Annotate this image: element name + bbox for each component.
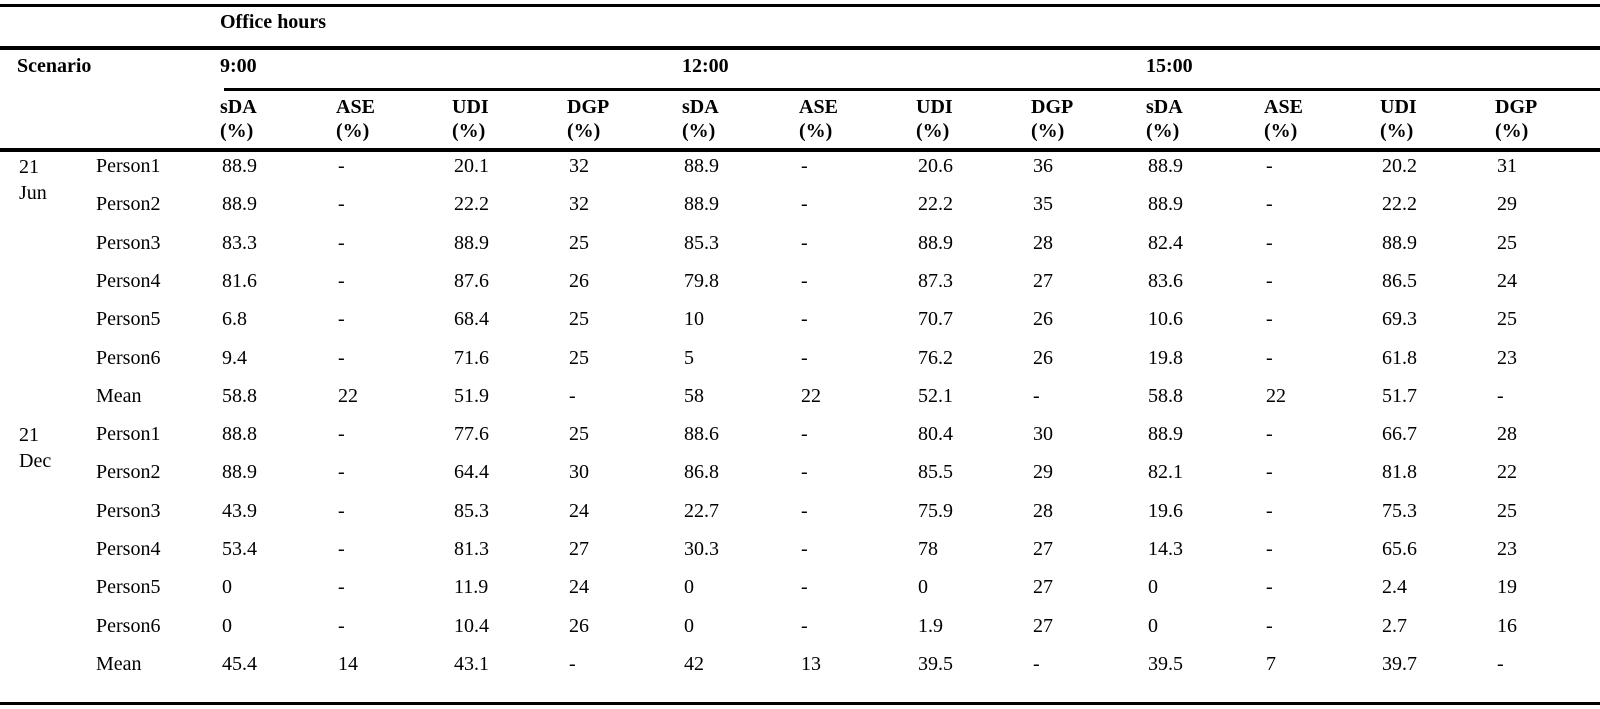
table-cell: 71.6 bbox=[454, 346, 489, 369]
table-cell: 53.4 bbox=[222, 538, 257, 560]
table-rule bbox=[0, 4, 1600, 7]
table-cell: 88.9 bbox=[684, 155, 719, 177]
table-cell: 25 bbox=[569, 231, 589, 254]
table-cell: 30.3 bbox=[684, 538, 719, 560]
table-cell: 13 bbox=[801, 652, 821, 675]
table-cell: 36 bbox=[1033, 155, 1053, 177]
row-label: Mean bbox=[96, 384, 142, 407]
table-cell: - bbox=[1266, 461, 1273, 484]
table-cell: 22.2 bbox=[1382, 193, 1417, 216]
table-cell: 58.8 bbox=[1148, 384, 1183, 407]
table-cell: 11.9 bbox=[454, 576, 489, 599]
table-cell: 88.9 bbox=[1148, 423, 1183, 446]
table-cell: 58 bbox=[684, 384, 704, 407]
table-cell: 86.5 bbox=[1382, 269, 1417, 292]
table-cell: - bbox=[338, 499, 345, 522]
table-cell: 81.8 bbox=[1382, 461, 1417, 484]
metric-header-name: ASE bbox=[1264, 96, 1303, 118]
table-cell: 83.6 bbox=[1148, 269, 1183, 292]
table-cell: 26 bbox=[1033, 308, 1053, 331]
table-cell: 10.4 bbox=[454, 614, 489, 637]
table-cell: 86.8 bbox=[684, 461, 719, 484]
row-label: Person5 bbox=[96, 308, 161, 331]
table-rule bbox=[0, 46, 1600, 50]
date-day: 21 bbox=[19, 424, 39, 447]
row-label: Person3 bbox=[96, 231, 161, 254]
table-cell: 88.9 bbox=[222, 155, 257, 177]
table-cell: 0 bbox=[222, 576, 232, 599]
date-month: Dec bbox=[19, 450, 52, 473]
table-cell: 88.6 bbox=[684, 423, 719, 446]
metric-header-unit: (%) bbox=[1495, 120, 1529, 142]
table-cell: - bbox=[338, 231, 345, 254]
table-cell: 82.1 bbox=[1148, 461, 1183, 484]
table-cell: - bbox=[1266, 346, 1273, 369]
table-cell: 28 bbox=[1033, 499, 1053, 522]
table-cell: 23 bbox=[1497, 346, 1517, 369]
table-cell: 42 bbox=[684, 652, 704, 675]
table-cell: 68.4 bbox=[454, 308, 489, 331]
table-cell: 26 bbox=[569, 269, 589, 292]
table-cell: 24 bbox=[569, 576, 589, 599]
table-cell: - bbox=[801, 193, 808, 216]
metric-header-name: DGP bbox=[1031, 96, 1074, 118]
table-cell: 28 bbox=[1497, 423, 1517, 446]
table-cell: 27 bbox=[569, 538, 589, 560]
scenario-header: Scenario bbox=[17, 55, 92, 77]
table-cell: - bbox=[1266, 614, 1273, 637]
table-cell: 52.1 bbox=[918, 384, 953, 407]
table-cell: 19.8 bbox=[1148, 346, 1183, 369]
table-cell: - bbox=[801, 461, 808, 484]
table-cell: 25 bbox=[1497, 499, 1517, 522]
table-cell: 1.9 bbox=[918, 614, 943, 637]
table-cell: 27 bbox=[1033, 576, 1053, 599]
table-cell: 6.8 bbox=[222, 308, 247, 331]
table-cell: 10.6 bbox=[1148, 308, 1183, 331]
metric-header-unit: (%) bbox=[567, 120, 601, 142]
table-cell: 24 bbox=[1497, 269, 1517, 292]
table-cell: - bbox=[338, 346, 345, 369]
table-cell: 10 bbox=[684, 308, 704, 331]
table-cell: 69.3 bbox=[1382, 308, 1417, 331]
table-cell: 14 bbox=[338, 652, 358, 675]
table-cell: - bbox=[801, 231, 808, 254]
table-cell: - bbox=[1266, 499, 1273, 522]
metric-header-name: DGP bbox=[1495, 96, 1538, 118]
table-cell: 27 bbox=[1033, 538, 1053, 560]
table-cell: 80.4 bbox=[918, 423, 953, 446]
table-cell: - bbox=[569, 652, 576, 675]
table-cell: 25 bbox=[569, 346, 589, 369]
table-cell: 29 bbox=[1033, 461, 1053, 484]
table-cell: 30 bbox=[569, 461, 589, 484]
table-cell: 27 bbox=[1033, 614, 1053, 637]
table-cell: 23 bbox=[1497, 538, 1517, 560]
table-cell: - bbox=[801, 308, 808, 331]
metric-header-unit: (%) bbox=[1264, 120, 1298, 142]
metric-header-name: UDI bbox=[916, 96, 953, 118]
table-cell: - bbox=[1266, 231, 1273, 254]
table-cell: 2.7 bbox=[1382, 614, 1407, 637]
metric-header-unit: (%) bbox=[916, 120, 950, 142]
table-cell: 7 bbox=[1266, 652, 1276, 675]
table-cell: 88.9 bbox=[222, 193, 257, 216]
table-cell: 0 bbox=[684, 614, 694, 637]
table-cell: 20.6 bbox=[918, 155, 953, 177]
metric-header-unit: (%) bbox=[799, 120, 833, 142]
table-cell: 66.7 bbox=[1382, 423, 1417, 446]
table-cell: 81.6 bbox=[222, 269, 257, 292]
table-cell: - bbox=[801, 269, 808, 292]
table-cell: 28 bbox=[1033, 231, 1053, 254]
table-cell: 20.2 bbox=[1382, 155, 1417, 177]
table-cell: - bbox=[1266, 155, 1273, 177]
group-header-office-hours: Office hours bbox=[220, 11, 327, 33]
table-cell: 20.1 bbox=[454, 155, 489, 177]
table-cell: 51.7 bbox=[1382, 384, 1417, 407]
table-cell: - bbox=[1266, 538, 1273, 560]
row-label: Person4 bbox=[96, 538, 161, 560]
table-cell: 85.3 bbox=[684, 231, 719, 254]
metric-header-name: ASE bbox=[336, 96, 375, 118]
date-month: Jun bbox=[19, 182, 47, 204]
row-label: Mean bbox=[96, 652, 142, 675]
table-cell: 24 bbox=[569, 499, 589, 522]
table-cell: 5 bbox=[684, 346, 694, 369]
table-cell: 32 bbox=[569, 155, 589, 177]
table-cell: 19.6 bbox=[1148, 499, 1183, 522]
table-cell: - bbox=[801, 538, 808, 560]
table-cell: - bbox=[1266, 308, 1273, 331]
table-cell: 22.7 bbox=[684, 499, 719, 522]
row-label: Person4 bbox=[96, 269, 161, 292]
table-cell: 58.8 bbox=[222, 384, 257, 407]
table-cell: - bbox=[338, 269, 345, 292]
table-cell: - bbox=[801, 499, 808, 522]
table-cell: 22 bbox=[801, 384, 821, 407]
row-label: Person1 bbox=[96, 423, 161, 446]
table-cell: 26 bbox=[569, 614, 589, 637]
metric-header-unit: (%) bbox=[1031, 120, 1065, 142]
date-day: 21 bbox=[19, 156, 39, 178]
metric-header-name: DGP bbox=[567, 96, 610, 118]
table-cell: 79.8 bbox=[684, 269, 719, 292]
table-cell: - bbox=[1266, 269, 1273, 292]
table-cell: 88.9 bbox=[1382, 231, 1417, 254]
table-cell: 32 bbox=[569, 193, 589, 216]
table-cell: 88.9 bbox=[1148, 155, 1183, 177]
table-cell: - bbox=[338, 614, 345, 637]
table-cell: 43.9 bbox=[222, 499, 257, 522]
row-label: Person3 bbox=[96, 499, 161, 522]
table-cell: - bbox=[1033, 384, 1040, 407]
table-cell: 88.8 bbox=[222, 423, 257, 446]
table-cell: - bbox=[1266, 193, 1273, 216]
table-cell: 39.7 bbox=[1382, 652, 1417, 675]
metric-header-name: sDA bbox=[220, 96, 257, 118]
table-cell: 0 bbox=[222, 614, 232, 637]
table-cell: - bbox=[801, 576, 808, 599]
table-cell: 26 bbox=[1033, 346, 1053, 369]
table-cell: - bbox=[801, 423, 808, 446]
table-cell: 27 bbox=[1033, 269, 1053, 292]
metric-header-name: UDI bbox=[452, 96, 489, 118]
table-cell: 85.3 bbox=[454, 499, 489, 522]
row-label: Person5 bbox=[96, 576, 161, 599]
table-cell: 9.4 bbox=[222, 346, 247, 369]
table-cell: 16 bbox=[1497, 614, 1517, 637]
row-label: Person6 bbox=[96, 614, 161, 637]
time-header: 12:00 bbox=[682, 55, 729, 77]
table-cell: 0 bbox=[1148, 614, 1158, 637]
table-cell: 39.5 bbox=[918, 652, 953, 675]
table-cell: 75.3 bbox=[1382, 499, 1417, 522]
metric-header-name: ASE bbox=[799, 96, 838, 118]
table-rule bbox=[0, 148, 1600, 152]
table-cell: - bbox=[338, 308, 345, 331]
table-cell: 25 bbox=[569, 308, 589, 331]
table-cell: - bbox=[338, 193, 345, 216]
table-cell: 82.4 bbox=[1148, 231, 1183, 254]
table-cell: 43.1 bbox=[454, 652, 489, 675]
table-cell: 88.9 bbox=[1148, 193, 1183, 216]
table-cell: 88.9 bbox=[684, 193, 719, 216]
table-cell: 87.6 bbox=[454, 269, 489, 292]
table-cell: - bbox=[1033, 652, 1040, 675]
table-cell: - bbox=[801, 155, 808, 177]
table-cell: 22.2 bbox=[454, 193, 489, 216]
table-cell: 25 bbox=[1497, 308, 1517, 331]
table-cell: - bbox=[338, 155, 345, 177]
row-label: Person1 bbox=[96, 155, 161, 177]
table-cell: 19 bbox=[1497, 576, 1517, 599]
metric-header-unit: (%) bbox=[336, 120, 370, 142]
table-cell: 77.6 bbox=[454, 423, 489, 446]
table-cell: 14.3 bbox=[1148, 538, 1183, 560]
table-cell: 25 bbox=[569, 423, 589, 446]
table-cell: 78 bbox=[918, 538, 938, 560]
table-cell: 76.2 bbox=[918, 346, 953, 369]
metric-header-name: UDI bbox=[1380, 96, 1417, 118]
table-cell: 75.9 bbox=[918, 499, 953, 522]
table-cell: 25 bbox=[1497, 231, 1517, 254]
table-cell: 87.3 bbox=[918, 269, 953, 292]
metric-header-name: sDA bbox=[1146, 96, 1183, 118]
table-cell: 22.2 bbox=[918, 193, 953, 216]
table-cell: 51.9 bbox=[454, 384, 489, 407]
metric-header-unit: (%) bbox=[682, 120, 716, 142]
table-cell: - bbox=[1497, 384, 1504, 407]
table-cell: 22 bbox=[1497, 461, 1517, 484]
table-cell: 22 bbox=[338, 384, 358, 407]
table-cell: - bbox=[801, 346, 808, 369]
table-cell: 39.5 bbox=[1148, 652, 1183, 675]
table-cell: 64.4 bbox=[454, 461, 489, 484]
table-cell: 0 bbox=[918, 576, 928, 599]
table-cell: 29 bbox=[1497, 193, 1517, 216]
table-cell: - bbox=[569, 384, 576, 407]
time-header: 15:00 bbox=[1146, 55, 1193, 77]
table-cell: 88.9 bbox=[222, 461, 257, 484]
metric-header-unit: (%) bbox=[452, 120, 486, 142]
table-cell: 61.8 bbox=[1382, 346, 1417, 369]
table-cell: 65.6 bbox=[1382, 538, 1417, 560]
table-cell: 45.4 bbox=[222, 652, 257, 675]
time-header: 9:00 bbox=[220, 55, 257, 77]
table-cell: - bbox=[338, 461, 345, 484]
table-cell: - bbox=[1266, 423, 1273, 446]
table-cell: 30 bbox=[1033, 423, 1053, 446]
table-cell: 70.7 bbox=[918, 308, 953, 331]
table-cell: 0 bbox=[684, 576, 694, 599]
table-cell: 81.3 bbox=[454, 538, 489, 560]
row-label: Person2 bbox=[96, 461, 161, 484]
table-cell: 0 bbox=[1148, 576, 1158, 599]
table-cell: 83.3 bbox=[222, 231, 257, 254]
table-cell: 35 bbox=[1033, 193, 1053, 216]
table-rule bbox=[224, 88, 1600, 91]
table-cell: - bbox=[338, 576, 345, 599]
table-rule bbox=[0, 702, 1600, 705]
table-cell: - bbox=[1266, 576, 1273, 599]
table-cell: - bbox=[1497, 652, 1504, 675]
table-cell: - bbox=[338, 423, 345, 446]
row-label: Person6 bbox=[96, 346, 161, 369]
table-cell: 88.9 bbox=[918, 231, 953, 254]
table-cell: 22 bbox=[1266, 384, 1286, 407]
table-cell: 88.9 bbox=[454, 231, 489, 254]
table-cell: - bbox=[801, 614, 808, 637]
table-cell: 2.4 bbox=[1382, 576, 1407, 599]
row-label: Person2 bbox=[96, 193, 161, 216]
metric-header-name: sDA bbox=[682, 96, 719, 118]
metric-header-unit: (%) bbox=[1380, 120, 1414, 142]
table-cell: 31 bbox=[1497, 155, 1517, 177]
metric-header-unit: (%) bbox=[220, 120, 254, 142]
table-cell: 85.5 bbox=[918, 461, 953, 484]
table-cell: - bbox=[338, 538, 345, 560]
metric-header-unit: (%) bbox=[1146, 120, 1180, 142]
